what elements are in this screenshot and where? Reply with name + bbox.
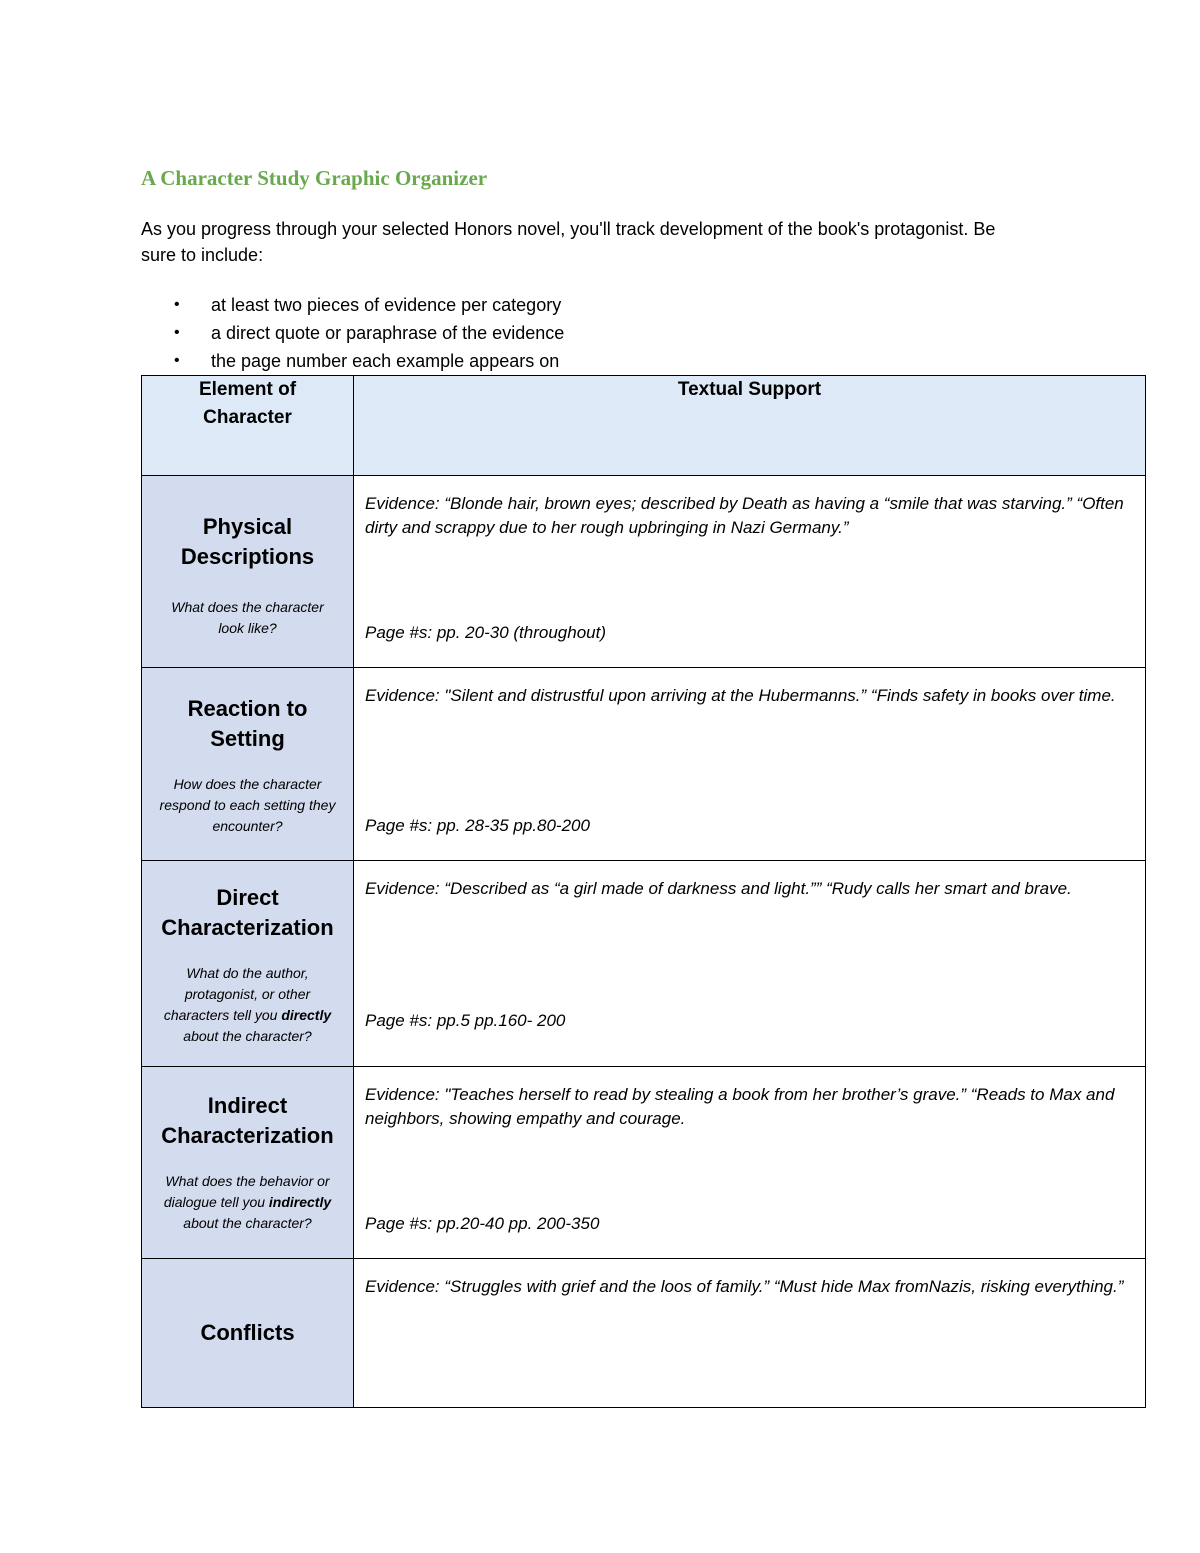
evidence-text: Evidence: “Blonde hair, brown eyes; described by Death as having a “smile that was starving.” “Often dirty and scrappy due to her rough upbringing in Nazi Germany.”: [365, 494, 1124, 537]
bullet-icon: •: [174, 296, 180, 313]
intro-paragraph: As you progress through your selected Honors novel, you'll track development of the book's protagonist. Be sure to include:: [141, 219, 996, 265]
row-question: What does the character look like?: [171, 599, 324, 636]
row-label-cell: [142, 1259, 354, 1408]
row-label: Indirect Characterization: [161, 1093, 334, 1148]
table-row: [142, 668, 1146, 861]
table-row: [142, 476, 1146, 668]
evidence-cell[interactable]: [354, 1067, 1146, 1259]
table-row: [142, 861, 1146, 1067]
page-title: A Character Study Graphic Organizer: [141, 166, 488, 190]
row-label: Reaction to Setting: [187, 696, 308, 751]
row-question: What does the behavior or dialogue tell you indirectly about the character?: [163, 1173, 332, 1231]
row-label-cell: [142, 476, 354, 668]
header-element-of-character: Element of Character: [142, 376, 354, 476]
bullet-icon: •: [174, 324, 180, 341]
page-numbers: Page #s: pp. 20-30 (throughout): [365, 623, 606, 642]
evidence-text: Evidence: “Struggles with grief and the loos of family.” “Must hide Max fromNazis, risking everything.”: [365, 1277, 1124, 1296]
row-question: What do the author, protagonist, or other characters tell you directly about the character?: [163, 965, 332, 1044]
row-label: Physical Descriptions: [180, 514, 315, 569]
row-label-cell: [142, 861, 354, 1067]
evidence-cell[interactable]: [354, 861, 1146, 1067]
list-item: • a direct quote or paraphrase of the evidence: [141, 319, 564, 347]
table-row: [142, 1259, 1146, 1408]
evidence-text: Evidence: "Teaches herself to read by stealing a book from her brother’s grave.” “Reads to Max and neighbors, showing empathy and courage.: [365, 1085, 1115, 1128]
table-row: [142, 1067, 1146, 1259]
table-header-row: [142, 376, 1146, 476]
page-numbers: Page #s: pp. 28-35 pp.80-200: [365, 816, 590, 835]
page-numbers: Page #s: pp.5 pp.160- 200: [365, 1011, 566, 1030]
bullet-icon: •: [174, 352, 180, 369]
evidence-text: Evidence: "Silent and distrustful upon arriving at the Hubermanns.” “Finds safety in books over time.: [365, 686, 1116, 705]
requirements-list: [141, 291, 564, 375]
row-label: Direct Characterization: [161, 885, 334, 940]
page-numbers: Page #s: pp.20-40 pp. 200-350: [365, 1214, 600, 1233]
evidence-cell[interactable]: [354, 1259, 1146, 1408]
evidence-cell[interactable]: [354, 476, 1146, 668]
row-label-cell: [142, 668, 354, 861]
row-question: How does the character respond to each setting they encounter?: [159, 776, 336, 834]
organizer-table: [141, 375, 1146, 1408]
header-textual-support: Textual Support: [354, 376, 1146, 476]
row-label-cell: [142, 1067, 354, 1259]
list-item: • at least two pieces of evidence per category: [141, 291, 564, 319]
evidence-text: Evidence: “Described as “a girl made of darkness and light.”” “Rudy calls her smart and brave.: [365, 879, 1072, 898]
evidence-cell[interactable]: [354, 668, 1146, 861]
list-item: • the page number each example appears on: [141, 347, 564, 375]
row-label: Conflicts: [200, 1320, 295, 1345]
